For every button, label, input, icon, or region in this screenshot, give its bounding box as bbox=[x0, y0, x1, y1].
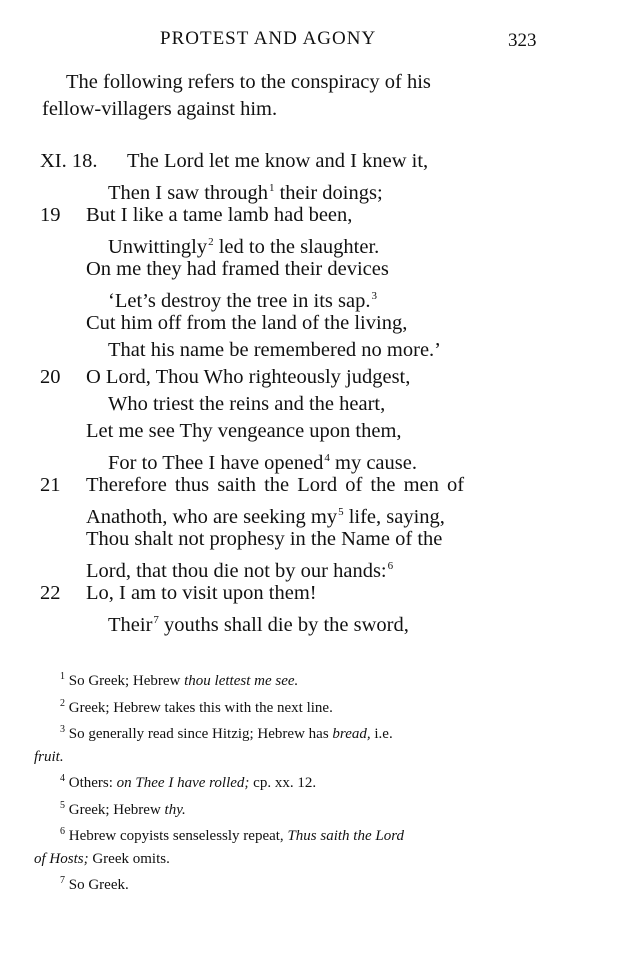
footnote-ref: 2 bbox=[208, 236, 214, 248]
intro-line: The following refers to the conspiracy of his bbox=[66, 71, 431, 93]
verse-text: Thou shalt not prophesy in the Name of the bbox=[86, 528, 443, 550]
verse-line bbox=[0, 175, 622, 202]
verse-text: For to Thee I have opened$^4$ my cause. bbox=[108, 452, 417, 474]
verse-text: The Lord let me know and I knew it, bbox=[127, 150, 429, 172]
footnote: $^5$ Greek; Hebrew thy. bbox=[60, 799, 186, 818]
footnotes bbox=[34, 666, 542, 897]
verse-text: Their$^7$ youths shall die by the sword, bbox=[108, 614, 409, 636]
footnote-continuation: fruit. bbox=[34, 748, 64, 765]
verse-line bbox=[0, 472, 622, 499]
verse-line bbox=[0, 553, 622, 580]
verse-text: Cut him off from the land of the living, bbox=[86, 312, 408, 334]
verse-number: 22 bbox=[40, 582, 61, 604]
verse-number: 21 bbox=[40, 474, 61, 496]
verse-line bbox=[0, 337, 622, 364]
intro-line: fellow-villagers against him. bbox=[42, 98, 278, 120]
verse-line bbox=[0, 283, 622, 310]
verse-text: But I like a tame lamb had been, bbox=[86, 204, 353, 226]
verse-block bbox=[0, 148, 622, 634]
verse-text: Let me see Thy vengeance upon them, bbox=[86, 420, 402, 442]
verse-text: Therefore thus saith the Lord of the men of bbox=[86, 474, 465, 496]
verse-line bbox=[0, 256, 622, 283]
verse-number: 20 bbox=[40, 366, 61, 388]
verse-line bbox=[0, 364, 622, 391]
verse-text: Lord, that thou die not by our hands:$^6$ bbox=[86, 560, 394, 582]
footnote-ref: 5 bbox=[338, 506, 344, 518]
verse-text: On me they had framed their devices bbox=[86, 258, 389, 280]
page-header bbox=[0, 28, 622, 54]
verse-line bbox=[0, 229, 622, 256]
verse-line bbox=[0, 391, 622, 418]
verse-text: ‘Let’s destroy the tree in its sap.$^3$ bbox=[108, 290, 377, 312]
verse-line bbox=[0, 580, 622, 607]
verse-line bbox=[0, 148, 622, 175]
verse-text: Then I saw through$^1$ their doings; bbox=[108, 182, 383, 204]
footnote: $^4$ Others: on Thee I have rolled; cp. xx. 12. bbox=[60, 773, 317, 791]
verse-text: Lo, I am to visit upon them! bbox=[86, 582, 317, 604]
verse-text: O Lord, Thou Who righteously judgest, bbox=[86, 366, 411, 388]
verse-line bbox=[0, 499, 622, 526]
verse-line bbox=[0, 418, 622, 445]
footnote: $^2$ Greek; Hebrew takes this with the next line. bbox=[60, 697, 333, 716]
verse-line bbox=[0, 310, 622, 337]
footnote-continuation: of Hosts; Greek omits. bbox=[34, 850, 170, 867]
verse-line bbox=[0, 202, 622, 229]
footnote: $^7$ So Greek. bbox=[60, 875, 129, 893]
intro-paragraph bbox=[42, 69, 542, 123]
verse-number: 19 bbox=[40, 204, 61, 226]
footnote: $^6$ Hebrew copyists senselessly repeat, Thus saith the Lord bbox=[60, 826, 404, 844]
verse-number: XI. 18. bbox=[40, 150, 98, 172]
verse-text: That his name be remembered no more.’ bbox=[108, 339, 441, 361]
footnote-ref: 3 bbox=[371, 290, 377, 302]
verse-text: Who triest the reins and the heart, bbox=[108, 393, 386, 415]
page-number: 323 bbox=[508, 30, 537, 51]
verse-line bbox=[0, 607, 622, 634]
footnote-ref: 1 bbox=[268, 182, 275, 194]
footnote-ref: 4 bbox=[324, 452, 330, 464]
verse-text: Anathoth, who are seeking $my^5$ life, saying, bbox=[86, 506, 445, 528]
verse-text: Unwittingly$^2$ led to the slaughter. bbox=[108, 236, 380, 258]
verse-line bbox=[0, 526, 622, 553]
footnote: $^3$ So generally read since Hitzig; Hebrew has bread, i.e. bbox=[60, 724, 393, 742]
verse-line bbox=[0, 445, 622, 472]
footnote-ref: 7 bbox=[153, 614, 159, 626]
running-head: PROTEST AND AGONY bbox=[160, 28, 377, 49]
footnote: $^1$ So Greek; Hebrew thou lettest me see. bbox=[60, 671, 299, 689]
footnote-ref: 6 bbox=[387, 560, 394, 572]
